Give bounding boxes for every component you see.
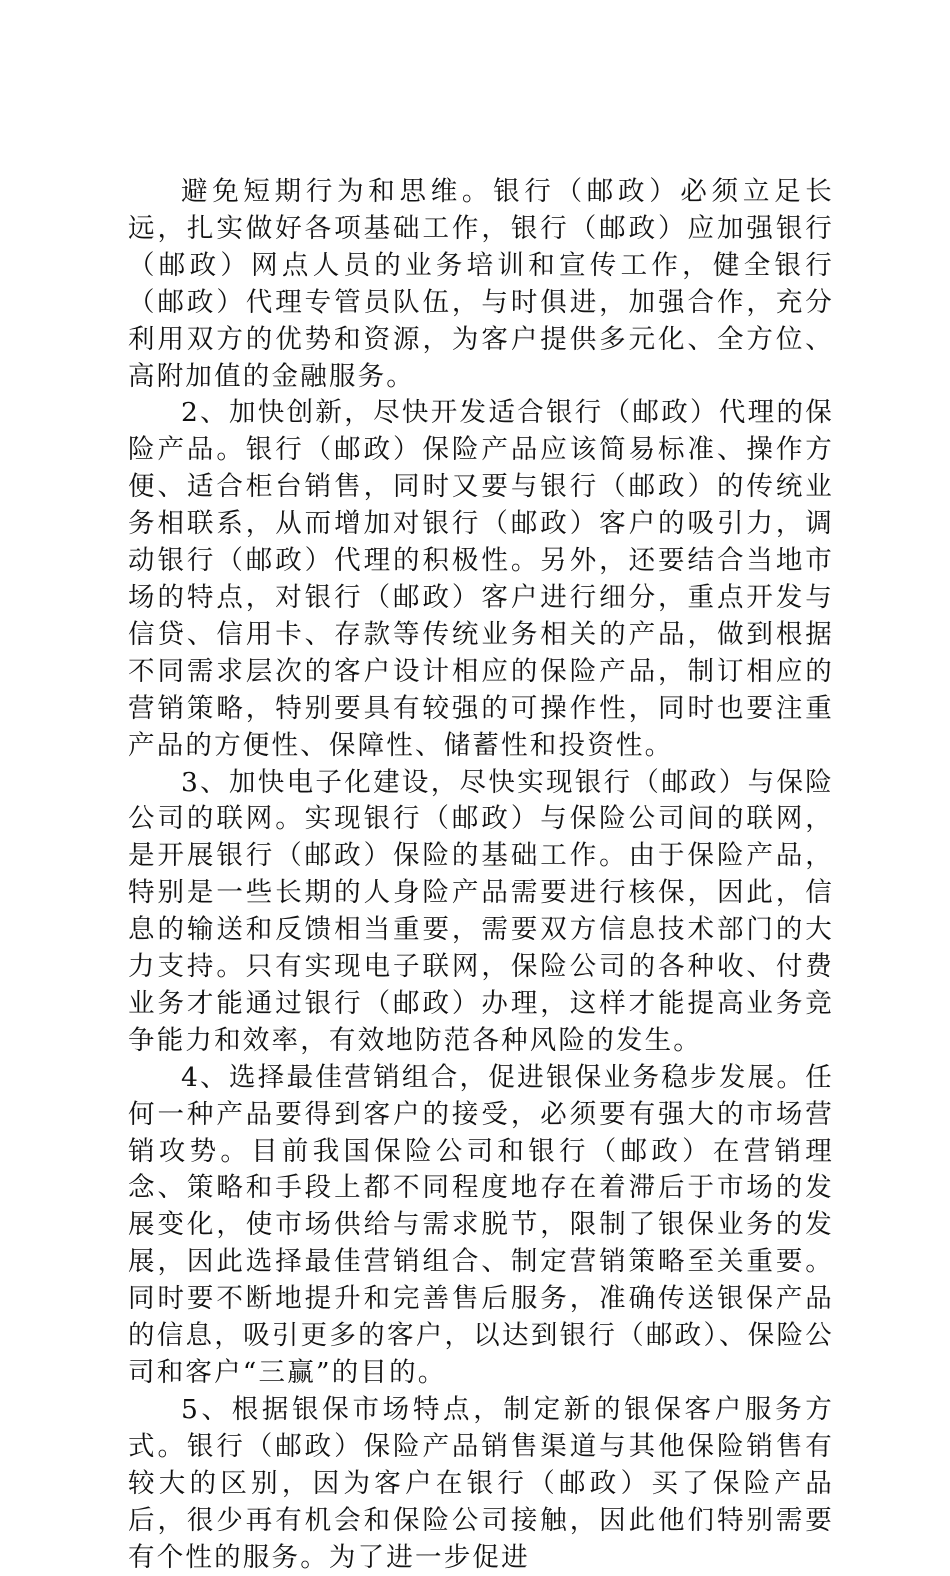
- paragraph-4: 4、选择最佳营销组合，促进银保业务稳步发展。任何一种产品要得到客户的接受，必须要有强大的市场营销攻势。目前我国保险公司和银行（邮政）在营销理念、策略和手段上都不同程度地存在着滞后于市场的发展变化，使市场供给与需求脱节，限制了银保业务的发展，因此选择最佳营销组合、制定营销策略至关重要。同时要不断地提升和完善售后服务，准确传送银保产品的信息，吸引更多的客户，以达到银行（邮政）、保险公司和客户“三赢”的目的。: [128, 1061, 834, 1388]
- paragraph-5: 5、根据银保市场特点，制定新的银保客户服务方式。银行（邮政）保险产品销售渠道与其他保险销售有较大的区别，因为客户在银行（邮政）买了保险产品后，很少再有机会和保险公司接触，因此他们特别需要有个性的服务。为了进一步促进: [128, 1393, 834, 1573]
- document-body: [128, 174, 834, 1576]
- paragraph-1: 避免短期行为和思维。银行（邮政）必须立足长远，扎实做好各项基础工作，银行（邮政）应加强银行（邮政）网点人员的业务培训和宣传工作，健全银行（邮政）代理专管员队伍，与时俱进，加强合作，充分利用双方的优势和资源，为客户提供多元化、全方位、高附加值的金融服务。: [128, 176, 834, 392]
- paragraph-2: 2、加快创新，尽快开发适合银行（邮政）代理的保险产品。银行（邮政）保险产品应该简易标准、操作方便、适合柜台销售，同时又要与银行（邮政）的传统业务相联系，从而增加对银行（邮政）客户的吸引力，调动银行（邮政）代理的积极性。另外，还要结合当地市场的特点，对银行（邮政）客户进行细分，重点开发与信贷、信用卡、存款等传统业务相关的产品，做到根据不同需求层次的客户设计相应的保险产品，制订相应的营销策略，特别要具有较强的可操作性，同时也要注重产品的方便性、保障性、储蓄性和投资性。: [128, 397, 834, 761]
- paragraph-3: 3、加快电子化建设，尽快实现银行（邮政）与保险公司的联网。实现银行（邮政）与保险公司间的联网，是开展银行（邮政）保险的基础工作。由于保险产品，特别是一些长期的人身险产品需要进行核保，因此，信息的输送和反馈相当重要，需要双方信息技术部门的大力支持。只有实现电子联网，保险公司的各种收、付费业务才能通过银行（邮政）办理，这样才能提高业务竞争能力和效率，有效地防范各种风险的发生。: [128, 766, 834, 1056]
